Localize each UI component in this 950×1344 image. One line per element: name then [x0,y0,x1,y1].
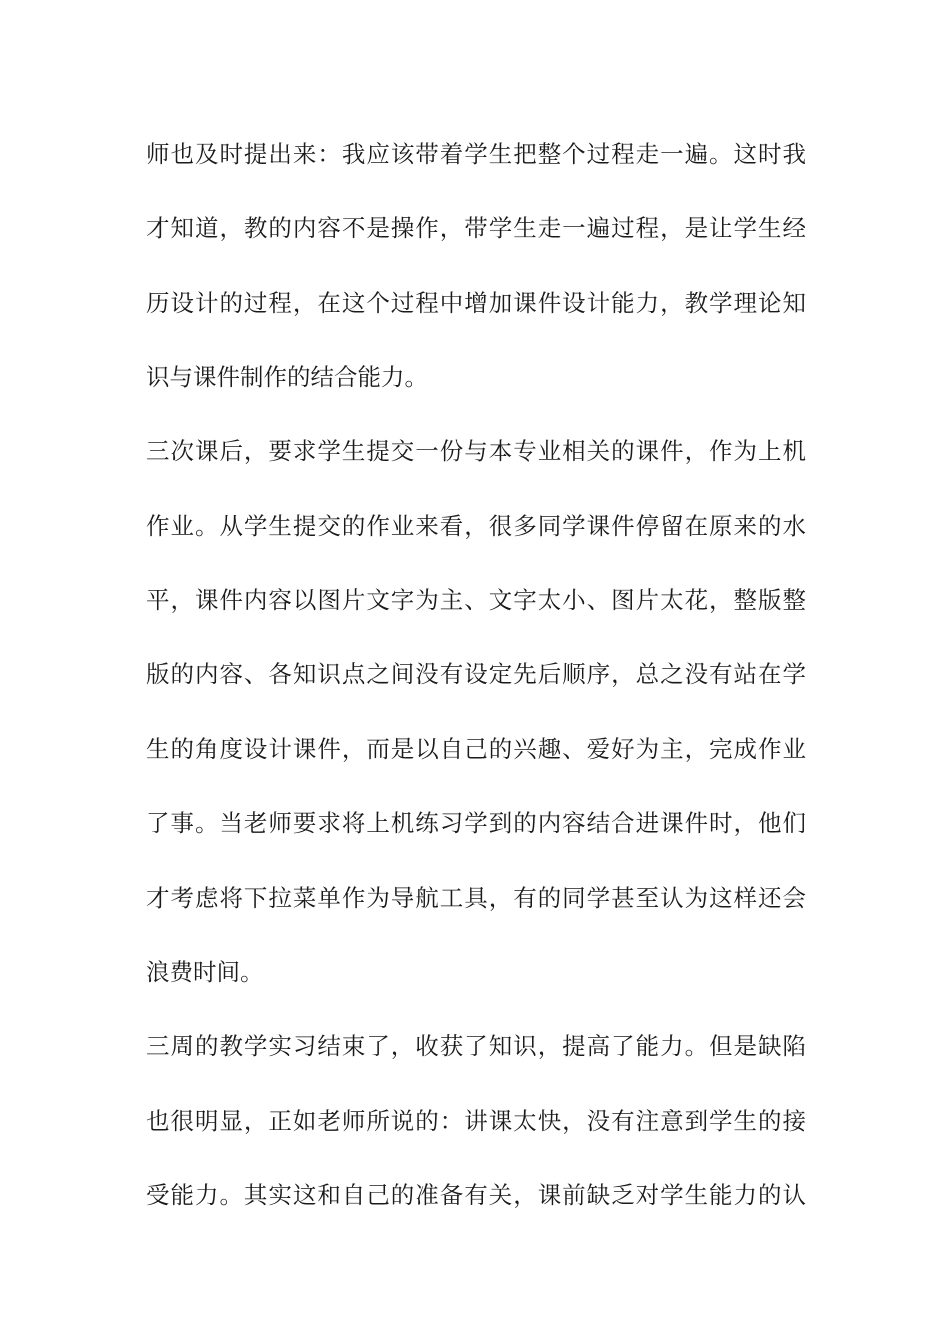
text-line: 平，课件内容以图片文字为主、文字太小、图片太花，整版整 [146,586,806,614]
text-line: 了事。当老师要求将上机练习学到的内容结合进课件时，他们 [146,809,806,837]
text-line: 受能力。其实这和自己的准备有关，课前缺乏对学生能力的认 [146,1181,806,1209]
text-line: 也很明显，正如老师所说的：讲课太快，没有注意到学生的接 [146,1107,806,1135]
text-line: 生的角度设计课件，而是以自己的兴趣、爱好为主，完成作业 [146,735,806,763]
text-line: 师也及时提出来：我应该带着学生把整个过程走一遍。这时我 [146,140,806,168]
text-line: 才考虑将下拉菜单作为导航工具，有的同学甚至认为这样还会 [146,884,806,912]
text-line: 三周的教学实习结束了，收获了知识，提高了能力。但是缺陷 [146,1032,806,1060]
text-line: 作业。从学生提交的作业来看，很多同学课件停留在原来的水 [146,512,806,540]
text-line: 版的内容、各知识点之间没有设定先后顺序，总之没有站在学 [146,660,806,688]
text-line: 浪费时间。 [146,958,264,986]
text-line: 历设计的过程，在这个过程中增加课件设计能力，教学理论知 [146,289,806,317]
text-line: 三次课后，要求学生提交一份与本专业相关的课件，作为上机 [146,437,806,465]
text-line: 识与课件制作的结合能力。 [146,363,428,391]
text-line: 才知道，教的内容不是操作，带学生走一遍过程，是让学生经 [146,214,806,242]
